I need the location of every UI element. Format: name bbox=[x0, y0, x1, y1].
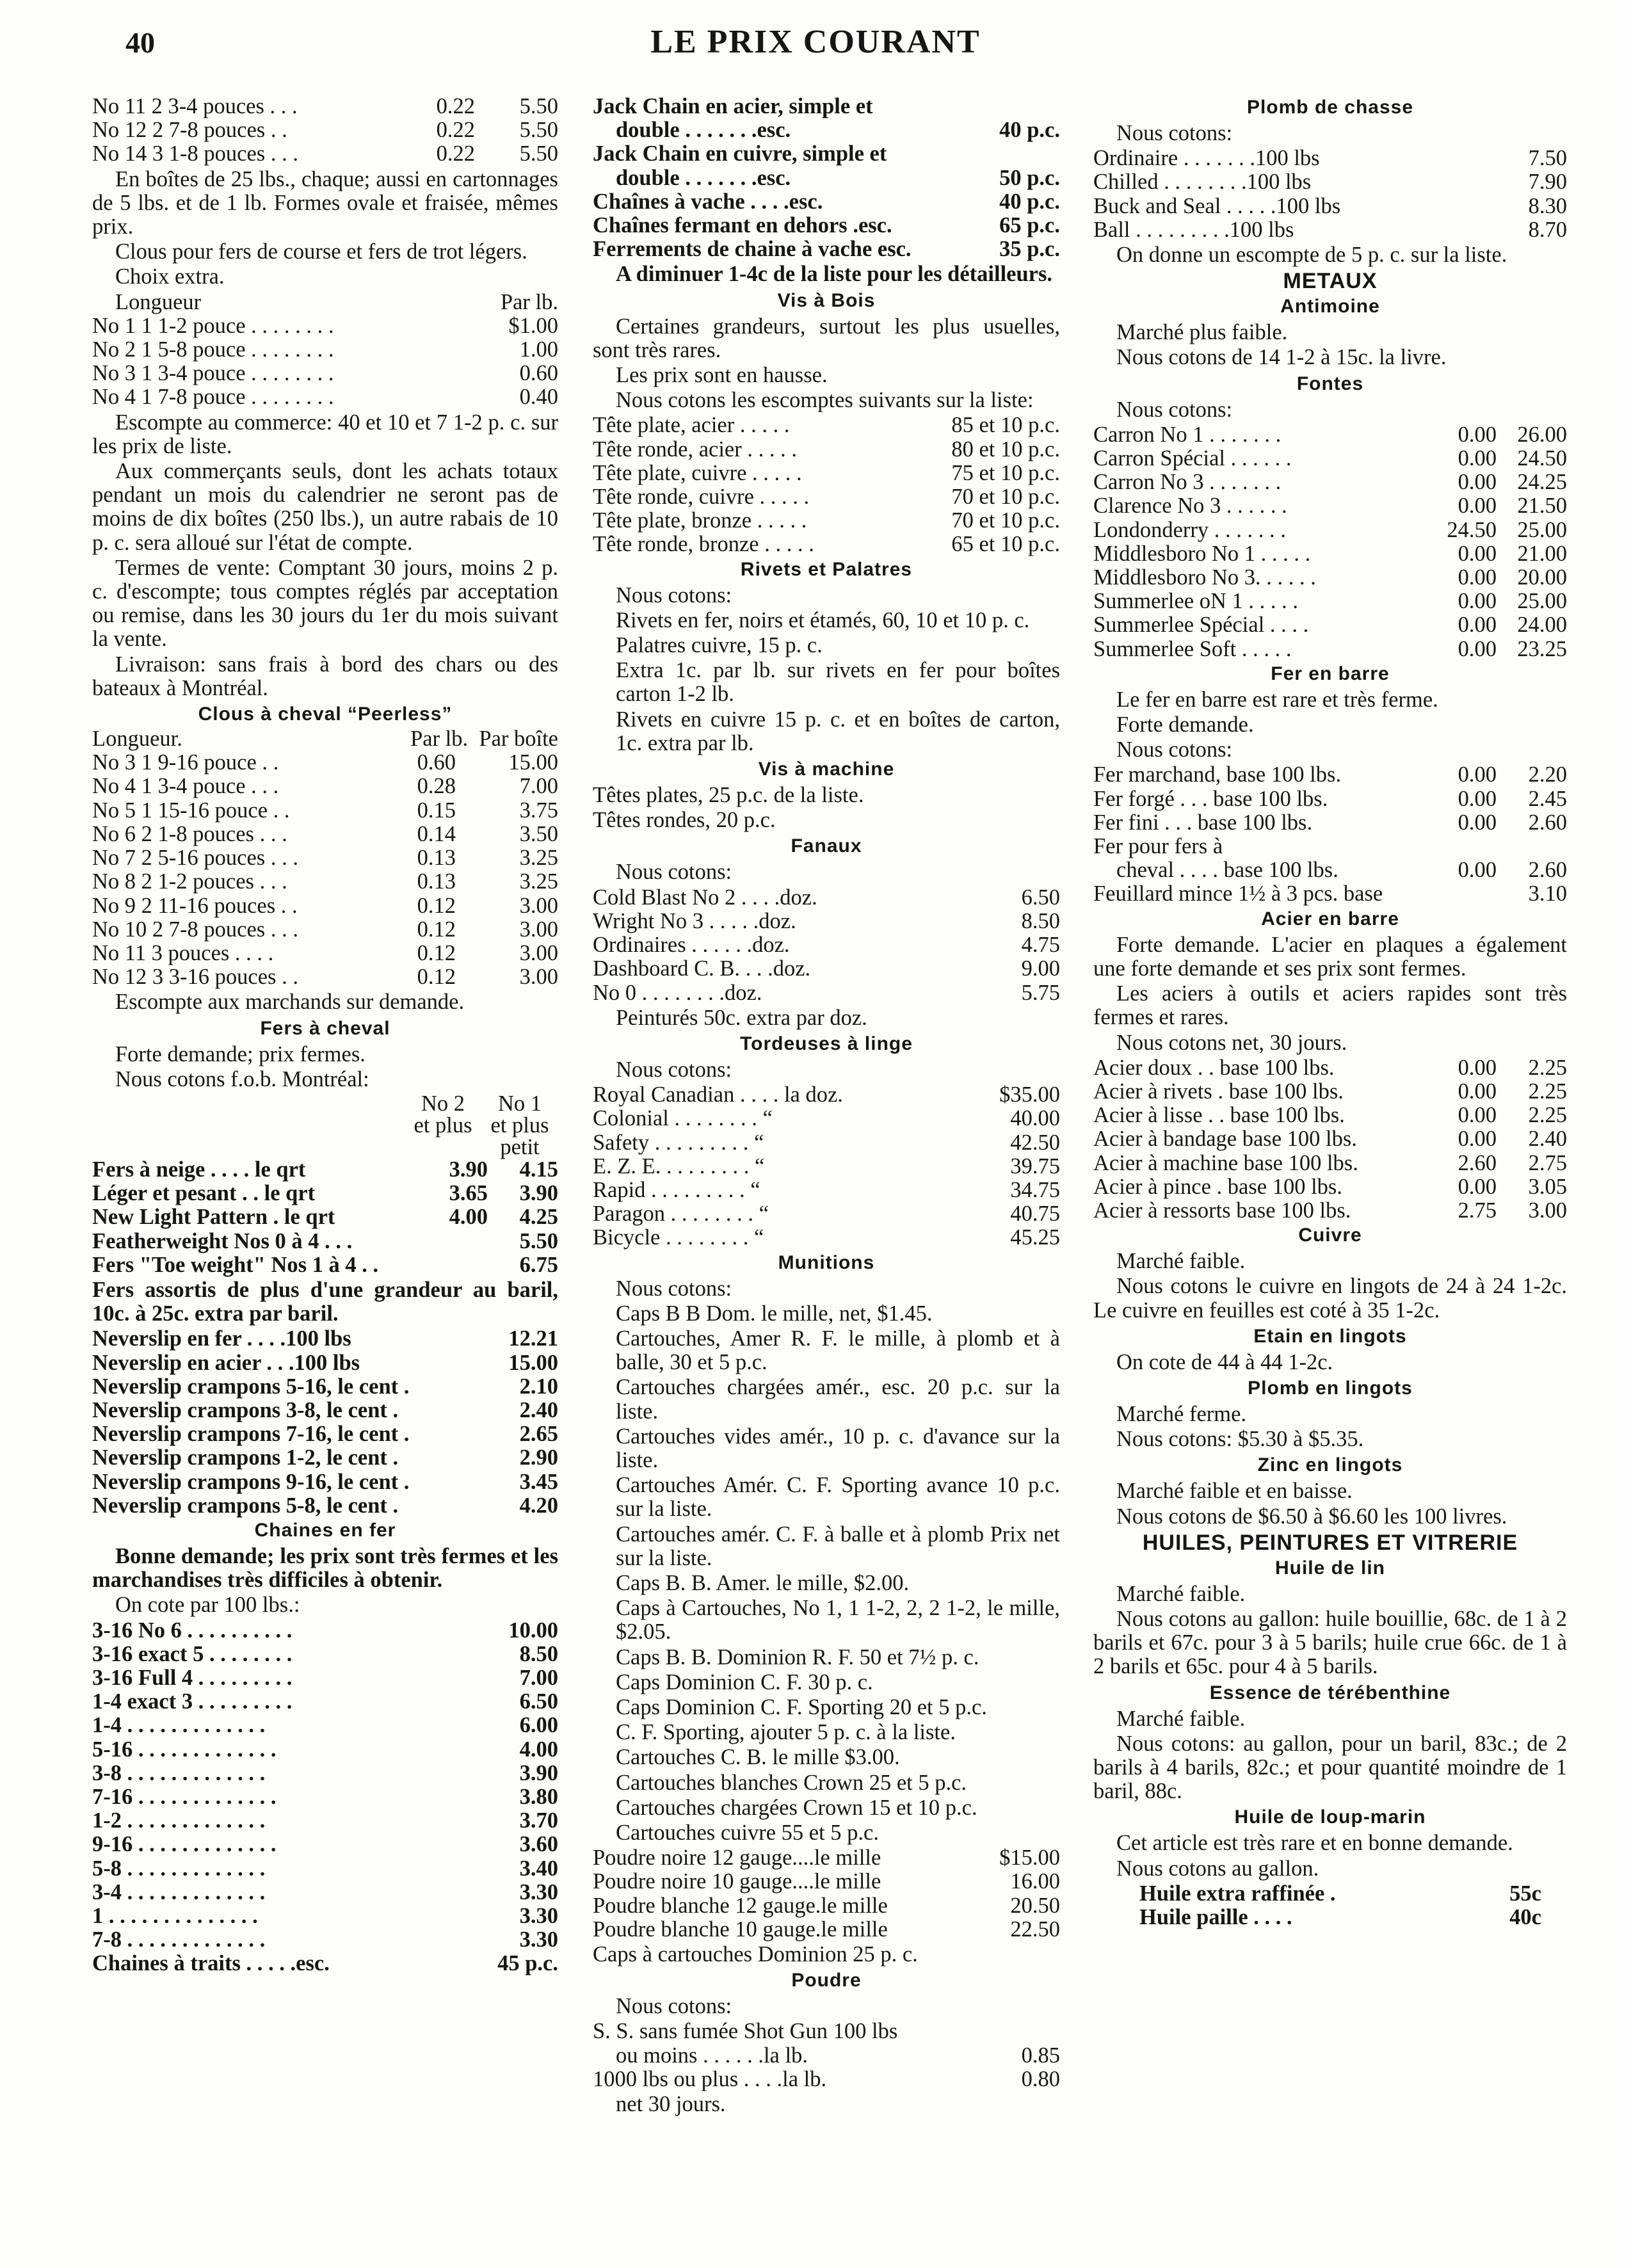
price-row: Summerlee Spécial . . . . 0.00 24.00 bbox=[1093, 613, 1567, 638]
paragraph: Livraison: sans frais à bord des chars ou des bateaux à Montréal. bbox=[92, 652, 558, 700]
price-row: Neverslip crampons 5-16, le cent . 2.10 bbox=[92, 1374, 558, 1399]
section-heading: Cuivre bbox=[1298, 1225, 1362, 1246]
section-heading: Fanaux bbox=[791, 835, 862, 857]
price-row: E. Z. E. . . . . . . . . “ 39.75 bbox=[593, 1154, 1060, 1178]
price-row: No 2 1 5-8 pouce . . . . . . . . 1.00 bbox=[92, 337, 558, 362]
fers-list bbox=[92, 1158, 558, 1976]
list-item: Cartouches cuivre 55 et 5 p.c. bbox=[616, 1821, 879, 1845]
price-row: New Light Pattern . le qrt 4.00 4.25 bbox=[92, 1205, 558, 1230]
price-row: No 11 3 pouces . . . . 0.12 3.00 bbox=[92, 940, 558, 965]
price-row: Jack Chain en acier, simple et bbox=[593, 95, 873, 118]
price-row: Chaînes fermant en dehors .esc. 65 p.c. bbox=[593, 213, 1060, 238]
section-heading: Antimoine bbox=[1280, 296, 1380, 318]
list-item: Cartouches chargées Crown 15 et 10 p.c. bbox=[616, 1795, 977, 1820]
paragraph: Marché faible. bbox=[1116, 1706, 1246, 1731]
column-2 bbox=[593, 95, 1060, 2118]
price-row: Neverslip crampons 5-8, le cent . 4.20 bbox=[92, 1493, 558, 1518]
paragraph: Peinturés 50c. extra par doz. bbox=[616, 1005, 867, 1030]
paragraph: Têtes rondes, 20 p.c. bbox=[593, 808, 776, 833]
price-row: Tête plate, acier . . . . . 85 et 10 p.c. bbox=[593, 413, 1060, 438]
price-row: Middlesboro No 3. . . . . . 0.00 20.00 bbox=[1093, 565, 1567, 590]
price-row: Poudre noire 12 gauge....le mille $15.00 bbox=[593, 1846, 1060, 1870]
price-row: No 14 3 1-8 pouces . . . 0.22 5.50 bbox=[92, 141, 558, 166]
price-row: Royal Canadian . . . . la doz. $35.00 bbox=[593, 1082, 1060, 1107]
list-item: Cartouches C. B. le mille $3.00. bbox=[616, 1745, 900, 1770]
section-heading: Huile de lin bbox=[1274, 1557, 1386, 1579]
price-row: Fer pour fers à bbox=[1093, 835, 1223, 859]
paragraph: Forte demande. L'acier en plaques a également une forte demande et ses prix sont fermes. bbox=[1093, 932, 1567, 981]
price-row: Fer fini . . . base 100 lbs. 0.00 2.60 bbox=[1093, 810, 1567, 835]
section-heading: Vis à machine bbox=[758, 759, 895, 780]
paragraph: Le fer en barre est rare et très ferme. bbox=[1116, 687, 1438, 712]
list-item: Cartouches vides amér., 10 p. c. d'avance sur la liste. bbox=[616, 1424, 1060, 1472]
paragraph: Nous cotons de 14 1-2 à 15c. la livre. bbox=[1116, 345, 1447, 370]
price-row: Paragon . . . . . . . . “ 40.75 bbox=[593, 1202, 1060, 1226]
price-row: 1 . . . . . . . . . . . . . . 3.30 bbox=[92, 1904, 558, 1929]
price-row: 9-16 . . . . . . . . . . . . . 3.60 bbox=[92, 1832, 558, 1857]
paragraph: Nous cotons: $5.30 à $5.35. bbox=[1116, 1427, 1364, 1452]
peerless-list bbox=[92, 751, 558, 989]
paragraph: Marché ferme. bbox=[1116, 1401, 1247, 1426]
price-row: Acier à lisse . . base 100 lbs. 0.00 2.25 bbox=[1093, 1103, 1567, 1128]
price-row: 7-16 . . . . . . . . . . . . . 3.80 bbox=[92, 1785, 558, 1809]
price-row: Middlesboro No 1 . . . . . 0.00 21.00 bbox=[1093, 541, 1567, 566]
section-heading: Zinc en lingots bbox=[1257, 1454, 1403, 1476]
price-row: Feuillard mince 1½ à 3 pcs. base 3.10 bbox=[1093, 881, 1567, 906]
price-row: 1-4 exact 3 . . . . . . . . . 6.50 bbox=[92, 1689, 558, 1714]
paragraph: Nous cotons net, 30 jours. bbox=[1116, 1030, 1347, 1055]
paragraph: Les aciers à outils et aciers rapides sont très fermes et rares. bbox=[1093, 981, 1567, 1030]
price-row: No 12 3 3-16 pouces . . 0.12 3.00 bbox=[92, 965, 558, 990]
price-row: Buck and Seal . . . . .100 lbs 8.30 bbox=[1093, 193, 1567, 218]
paragraph: Nous cotons: bbox=[616, 1994, 732, 2019]
paragraph: Nous cotons: bbox=[616, 860, 732, 885]
list-item: Caps Dominion C. F. 30 p. c. bbox=[616, 1669, 873, 1694]
list-item: Cartouches Amér. C. F. Sporting avance 10 p.c. sur la liste. bbox=[616, 1473, 1060, 1522]
section-heading: Fer en barre bbox=[1271, 663, 1390, 684]
price-row: Tête ronde, cuivre . . . . . 70 et 10 p.c. bbox=[593, 485, 1060, 510]
price-row: Fer marchand, base 100 lbs. 0.00 2.20 bbox=[1093, 762, 1567, 787]
list-item: C. F. Sporting, ajouter 5 p. c. à la liste. bbox=[616, 1720, 956, 1745]
price-row: Chaines à traits . . . . .esc. 45 p.c. bbox=[92, 1951, 558, 1976]
price-row: Acier à pince . base 100 lbs. 0.00 3.05 bbox=[1093, 1174, 1567, 1199]
section-heading: Poudre bbox=[791, 1970, 862, 1991]
section-heading: Chaines en fer bbox=[254, 1519, 396, 1541]
paragraph: On cote de 44 à 44 1-2c. bbox=[1116, 1349, 1333, 1374]
paragraph: Nous cotons: bbox=[616, 1057, 732, 1082]
price-row: No 3 1 9-16 pouce . . 0.60 15.00 bbox=[92, 750, 558, 775]
price-row: No 0 . . . . . . . .doz. 5.75 bbox=[593, 980, 1060, 1005]
paragraph: Nous cotons au gallon: huile bouillie, 68c. de 1 à 2 barils et 67c. pour 3 à 5 barils; huile crue 66c. de 1 à 2 barils et 65c. pour 4 à 5 barils. bbox=[1093, 1606, 1567, 1679]
price-row: Carron No 1 . . . . . . . 0.00 26.00 bbox=[1093, 422, 1567, 447]
paragraph: Nous cotons de $6.50 à $6.60 les 100 livres. bbox=[1116, 1504, 1507, 1529]
price-row: 1-4 . . . . . . . . . . . . . 6.00 bbox=[92, 1713, 558, 1738]
price-row: Acier à bandage base 100 lbs. 0.00 2.40 bbox=[1093, 1127, 1567, 1152]
price-row: No 7 2 5-16 pouces . . . 0.13 3.25 bbox=[92, 846, 558, 871]
price-row: No 4 1 3-4 pouce . . . 0.28 7.00 bbox=[92, 774, 558, 799]
price-row: Acier à machine base 100 lbs. 2.60 2.75 bbox=[1093, 1150, 1567, 1175]
price-row: Neverslip crampons 3-8, le cent . 2.40 bbox=[92, 1397, 558, 1422]
price-row: Huile extra raffinée . 55c bbox=[1139, 1881, 1541, 1906]
price-row: Londonderry . . . . . . . 24.50 25.00 bbox=[1093, 517, 1567, 542]
price-row: Acier à rivets . base 100 lbs. 0.00 2.25 bbox=[1093, 1079, 1567, 1104]
price-row: Acier doux . . base 100 lbs. 0.00 2.25 bbox=[1093, 1055, 1567, 1080]
price-row: No 1 1 1-2 pouce . . . . . . . . $1.00 bbox=[92, 313, 558, 338]
price-row: Chilled . . . . . . . .100 lbs 7.90 bbox=[1093, 170, 1567, 195]
paragraph: Extra 1c. par lb. sur rivets en fer pour boîtes carton 1-2 lb. bbox=[616, 658, 1060, 707]
price-row: 1-2 . . . . . . . . . . . . . 3.70 bbox=[92, 1808, 558, 1833]
price-row: Neverslip en acier . . .100 lbs 15.00 bbox=[92, 1350, 558, 1375]
price-row: 3-4 . . . . . . . . . . . . . 3.30 bbox=[92, 1879, 558, 1904]
section-heading: Munitions bbox=[778, 1251, 875, 1273]
list-item: Cartouches, Amer R. F. le mille, à plomb et à balle, 30 et 5 p.c. bbox=[616, 1326, 1060, 1375]
paragraph: On donne un escompte de 5 p. c. sur la liste. bbox=[1116, 243, 1507, 268]
price-row: Acier à ressorts base 100 lbs. 2.75 3.00 bbox=[1093, 1198, 1567, 1223]
price-row: No 9 2 11-16 pouces . . 0.12 3.00 bbox=[92, 893, 558, 918]
price-row: Tête ronde, bronze . . . . . 65 et 10 p.c. bbox=[593, 532, 1060, 557]
paragraph: Marché faible. bbox=[1116, 1581, 1246, 1606]
paragraph: Choix extra. bbox=[115, 264, 225, 289]
page-number: 40 bbox=[125, 26, 155, 59]
section-heading: Fontes bbox=[1296, 373, 1364, 394]
paragraph: En boîtes de 25 lbs., chaque; aussi en cartonnages de 5 lbs. et de 1 lb. Formes ovale et fraisée, mêmes prix. bbox=[92, 166, 558, 239]
list-item: Caps B B Dom. le mille, net, $1.45. bbox=[616, 1301, 933, 1326]
price-row: Safety . . . . . . . . . “ 42.50 bbox=[593, 1130, 1060, 1155]
list-item: Cartouches blanches Crown 25 et 5 p.c. bbox=[616, 1770, 967, 1795]
paragraph: Forte demande; prix fermes. bbox=[115, 1042, 366, 1066]
price-row: Colonial . . . . . . . . “ 40.00 bbox=[593, 1106, 1060, 1131]
price-row: Neverslip crampons 1-2, le cent . 2.90 bbox=[92, 1445, 558, 1470]
pouces-list bbox=[92, 95, 558, 166]
paragraph: Nous cotons: bbox=[1116, 737, 1233, 762]
price-row: Neverslip crampons 9-16, le cent . 3.45 bbox=[92, 1469, 558, 1494]
paragraph: Nous cotons le cuivre en lingots de 24 à 24 1-2c. Le cuivre en feuilles est coté à 35 1-2c. bbox=[1093, 1274, 1567, 1323]
paragraph: Certaines grandeurs, surtout les plus usuelles, sont très rares. bbox=[593, 314, 1060, 362]
paragraph: Cet article est très rare et en bonne demande. bbox=[1116, 1831, 1513, 1856]
paragraph: Nous cotons: au gallon, pour un baril, 83c.; de 2 barils à 4 barils, 82c.; et pour quantité moindre de 1 baril, 88c. bbox=[1093, 1731, 1567, 1804]
list-item: Caps B. B. Amer. le mille, $2.00. bbox=[616, 1570, 910, 1595]
price-row: No 5 1 15-16 pouce . . 0.15 3.75 bbox=[92, 798, 558, 823]
price-row: Poudre noire 10 gauge....le mille 16.00 bbox=[593, 1869, 1060, 1894]
column-1 bbox=[92, 95, 558, 1976]
price-row: Poudre blanche 10 gauge.le mille 22.50 bbox=[593, 1917, 1060, 1942]
section-heading: Plomb de chasse bbox=[1246, 97, 1414, 118]
list-item: Caps Dominion C. F. Sporting 20 et 5 p.c. bbox=[616, 1694, 987, 1719]
price-row: Neverslip en fer . . . .100 lbs 12.21 bbox=[92, 1326, 558, 1351]
price-row: Huile paille . . . . 40c bbox=[1139, 1904, 1541, 1929]
loup-marin-list bbox=[1093, 1882, 1567, 1929]
paragraph: Bonne demande; les prix sont très fermes et les marchandises très difficiles à obtenir. bbox=[92, 1543, 558, 1593]
paragraph: Nous cotons: bbox=[616, 583, 732, 607]
paragraph: Clous pour fers de course et fers de trot légers. bbox=[115, 239, 527, 264]
paragraph: Marché plus faible. bbox=[1116, 320, 1288, 345]
price-row: 5-16 . . . . . . . . . . . . . 4.00 bbox=[92, 1737, 558, 1762]
paragraph: Nous cotons: bbox=[616, 1276, 732, 1301]
price-row: Featherweight Nos 0 à 4 . . . 5.50 bbox=[92, 1228, 558, 1253]
price-row: Neverslip crampons 7-16, le cent . 2.65 bbox=[92, 1422, 558, 1447]
section-heading: Essence de térébenthine bbox=[1209, 1682, 1451, 1703]
price-row: Rapid . . . . . . . . . “ 34.75 bbox=[593, 1177, 1060, 1202]
column-header: No 2 et plus No 1 et plus petit bbox=[414, 1091, 549, 1159]
column-3 bbox=[1093, 95, 1567, 1929]
price-row: No 8 2 1-2 pouces . . . 0.13 3.25 bbox=[92, 869, 558, 894]
price-row: Summerlee Soft . . . . . 0.00 23.25 bbox=[1093, 636, 1567, 661]
price-row: Fer forgé . . . base 100 lbs. 0.00 2.45 bbox=[1093, 786, 1567, 811]
section-heading: Rivets et Palatres bbox=[740, 558, 913, 580]
paragraph: net 30 jours. bbox=[616, 2092, 726, 2117]
price-row: double . . . . . . .esc. 40 p.c. bbox=[616, 118, 1060, 143]
list-item: Caps B. B. Dominion R. F. 50 et 7½ p. c. bbox=[616, 1645, 979, 1669]
price-row: Fers "Toe weight" Nos 1 à 4 . . 6.75 bbox=[92, 1252, 558, 1277]
jack-chain-list bbox=[593, 95, 1060, 287]
price-row: Ferrements de chaine à vache esc. 35 p.c. bbox=[593, 237, 1060, 262]
list-item: Cartouches amér. C. F. à balle et à plomb Prix net sur la liste. bbox=[616, 1522, 1060, 1570]
paragraph: Rivets en cuivre 15 p. c. et en boîtes de carton, 1c. extra par lb. bbox=[616, 707, 1060, 755]
paragraph: Nous cotons f.o.b. Montréal: bbox=[115, 1066, 369, 1091]
paragraph: Nous cotons: bbox=[1116, 397, 1233, 422]
price-row: Tête plate, cuivre . . . . . 75 et 10 p.c. bbox=[593, 460, 1060, 485]
price-row: Tête ronde, acier . . . . . 80 et 10 p.c. bbox=[593, 437, 1060, 462]
price-row: 1000 lbs ou plus . . . .la lb. 0.80 bbox=[593, 2066, 1060, 2091]
section-heading: METAUX bbox=[1283, 269, 1378, 294]
price-row: S. S. sans fumée Shot Gun 100 lbs bbox=[593, 2020, 898, 2044]
price-row: No 6 2 1-8 pouces . . . 0.14 3.50 bbox=[92, 821, 558, 846]
section-heading: Tordeuses à linge bbox=[740, 1033, 913, 1054]
price-row: Léger et pesant . . le qrt 3.65 3.90 bbox=[92, 1181, 558, 1206]
price-row: ou moins . . . . . .la lb. 0.85 bbox=[616, 2043, 1060, 2068]
paragraph: Rivets en fer, noirs et étamés, 60, 10 et 10 p. c. bbox=[616, 607, 1030, 632]
column-header: Longueur. Par lb. Par boîte bbox=[92, 727, 558, 752]
paragraph: Marché faible. bbox=[1116, 1249, 1246, 1274]
price-row: No 12 2 7-8 pouces . . 0.22 5.50 bbox=[92, 118, 558, 143]
price-row: Carron Spécial . . . . . . 0.00 24.50 bbox=[1093, 446, 1567, 471]
price-row: Ball . . . . . . . . .100 lbs 8.70 bbox=[1093, 217, 1567, 242]
price-row: Bicycle . . . . . . . . “ 45.25 bbox=[593, 1225, 1060, 1250]
price-row: 3-16 No 6 . . . . . . . . . . 10.00 bbox=[92, 1618, 558, 1643]
price-row: Wright No 3 . . . . .doz. 8.50 bbox=[593, 908, 1060, 933]
column-header: Longueur Par lb. bbox=[115, 289, 558, 314]
price-row: Clarence No 3 . . . . . . 0.00 21.50 bbox=[1093, 494, 1567, 519]
section-heading: HUILES, PEINTURES ET VITRERIE bbox=[1142, 1530, 1518, 1555]
price-row: Jack Chain en cuivre, simple et bbox=[593, 142, 887, 166]
price-row: 3-16 Full 4 . . . . . . . . . 7.00 bbox=[92, 1665, 558, 1690]
section-heading: Acier en barre bbox=[1261, 908, 1399, 929]
list-item: Cartouches chargées amér., esc. 20 p.c. sur la liste. bbox=[616, 1375, 1060, 1424]
paragraph: Aux commerçants seuls, dont les achats totaux pendant un mois du calendrier ne seront pas de moins de dix boîtes (250 lbs.), un autre rabais de 10 p. c. sera alloué sur l'état de compte. bbox=[92, 459, 558, 555]
paragraph: Les prix sont en hausse. bbox=[616, 363, 828, 388]
price-row: Ordinaires . . . . . .doz. 4.75 bbox=[593, 933, 1060, 958]
paragraph: Nous cotons les escomptes suivants sur la liste: bbox=[616, 388, 1034, 413]
price-row: Poudre blanche 12 gauge.le mille 20.50 bbox=[593, 1893, 1060, 1918]
section-heading: Plomb en lingots bbox=[1248, 1377, 1413, 1399]
paragraph: Nous cotons: bbox=[1116, 121, 1233, 145]
price-row: Summerlee oN 1 . . . . . 0.00 25.00 bbox=[1093, 589, 1567, 614]
paragraph: Escompte aux marchands sur demande. bbox=[115, 990, 465, 1015]
price-row: double . . . . . . .esc. 50 p.c. bbox=[616, 165, 1060, 190]
price-row: 5-8 . . . . . . . . . . . . . 3.40 bbox=[92, 1856, 558, 1881]
price-row: Chaînes à vache . . . .esc. 40 p.c. bbox=[593, 189, 1060, 214]
section-heading: Huile de loup-marin bbox=[1234, 1806, 1426, 1828]
price-row: No 10 2 7-8 pouces . . . 0.12 3.00 bbox=[92, 917, 558, 942]
price-row: Fers à neige . . . . le qrt 3.90 4.15 bbox=[92, 1157, 558, 1182]
price-row: No 3 1 3-4 pouce . . . . . . . . 0.60 bbox=[92, 361, 558, 386]
paragraph: Nous cotons au gallon. bbox=[1116, 1856, 1319, 1881]
section-heading: Clous à cheval “Peerless” bbox=[198, 704, 453, 725]
price-row: Cold Blast No 2 . . . .doz. 6.50 bbox=[593, 885, 1060, 910]
price-row: cheval . . . . base 100 lbs. 0.00 2.60 bbox=[1116, 858, 1567, 883]
section-heading: Etain en lingots bbox=[1253, 1325, 1407, 1347]
price-row: Carron No 3 . . . . . . . 0.00 24.25 bbox=[1093, 470, 1567, 495]
price-row: Tête plate, bronze . . . . . 70 et 10 p.c. bbox=[593, 508, 1060, 533]
paragraph: Forte demande. bbox=[1116, 712, 1254, 737]
paragraph: Caps à cartouches Dominion 25 p. c. bbox=[593, 1942, 918, 1967]
paragraph: Têtes plates, 25 p.c. de la liste. bbox=[593, 783, 864, 808]
list-item: Caps à Cartouches, No 1, 1 1-2, 2, 2 1-2, le mille, $2.05. bbox=[616, 1596, 1060, 1645]
price-row: 3-16 exact 5 . . . . . . . . 8.50 bbox=[92, 1641, 558, 1666]
paragraph: On cote par 100 lbs.: bbox=[115, 1593, 300, 1618]
paragraph: A diminuer 1-4c de la liste pour les détailleurs. bbox=[616, 262, 1053, 287]
price-row: 3-8 . . . . . . . . . . . . . 3.90 bbox=[92, 1760, 558, 1785]
paragraph: Marché faible et en baisse. bbox=[1116, 1479, 1353, 1504]
price-row: No 4 1 7-8 pouce . . . . . . . . 0.40 bbox=[92, 385, 558, 410]
section-heading: Vis à Bois bbox=[777, 289, 876, 311]
price-row: No 11 2 3-4 pouces . . . 0.22 5.50 bbox=[92, 94, 558, 118]
page-title: LE PRIX COURANT bbox=[650, 24, 981, 60]
paragraph: Termes de vente: Comptant 30 jours, moins 2 p. c. d'escompte; tous comptes réglés par acceptation ou remise, dans les 30 jours du 1er du mois suivant la vente. bbox=[92, 555, 558, 652]
price-row: 7-8 . . . . . . . . . . . . . 3.30 bbox=[92, 1927, 558, 1952]
price-row: Dashboard C. B. . . .doz. 9.00 bbox=[593, 956, 1060, 981]
price-row: Ordinaire . . . . . . .100 lbs 7.50 bbox=[1093, 146, 1567, 171]
paragraph: Escompte au commerce: 40 et 10 et 7 1-2 p. c. sur les prix de liste. bbox=[92, 410, 558, 458]
section-heading: Fers à cheval bbox=[260, 1017, 390, 1039]
paragraph: Fers assortis de plus d'une grandeur au baril, 10c. à 25c. extra par baril. bbox=[92, 1277, 558, 1326]
paragraph: Palatres cuivre, 15 p. c. bbox=[616, 633, 823, 658]
